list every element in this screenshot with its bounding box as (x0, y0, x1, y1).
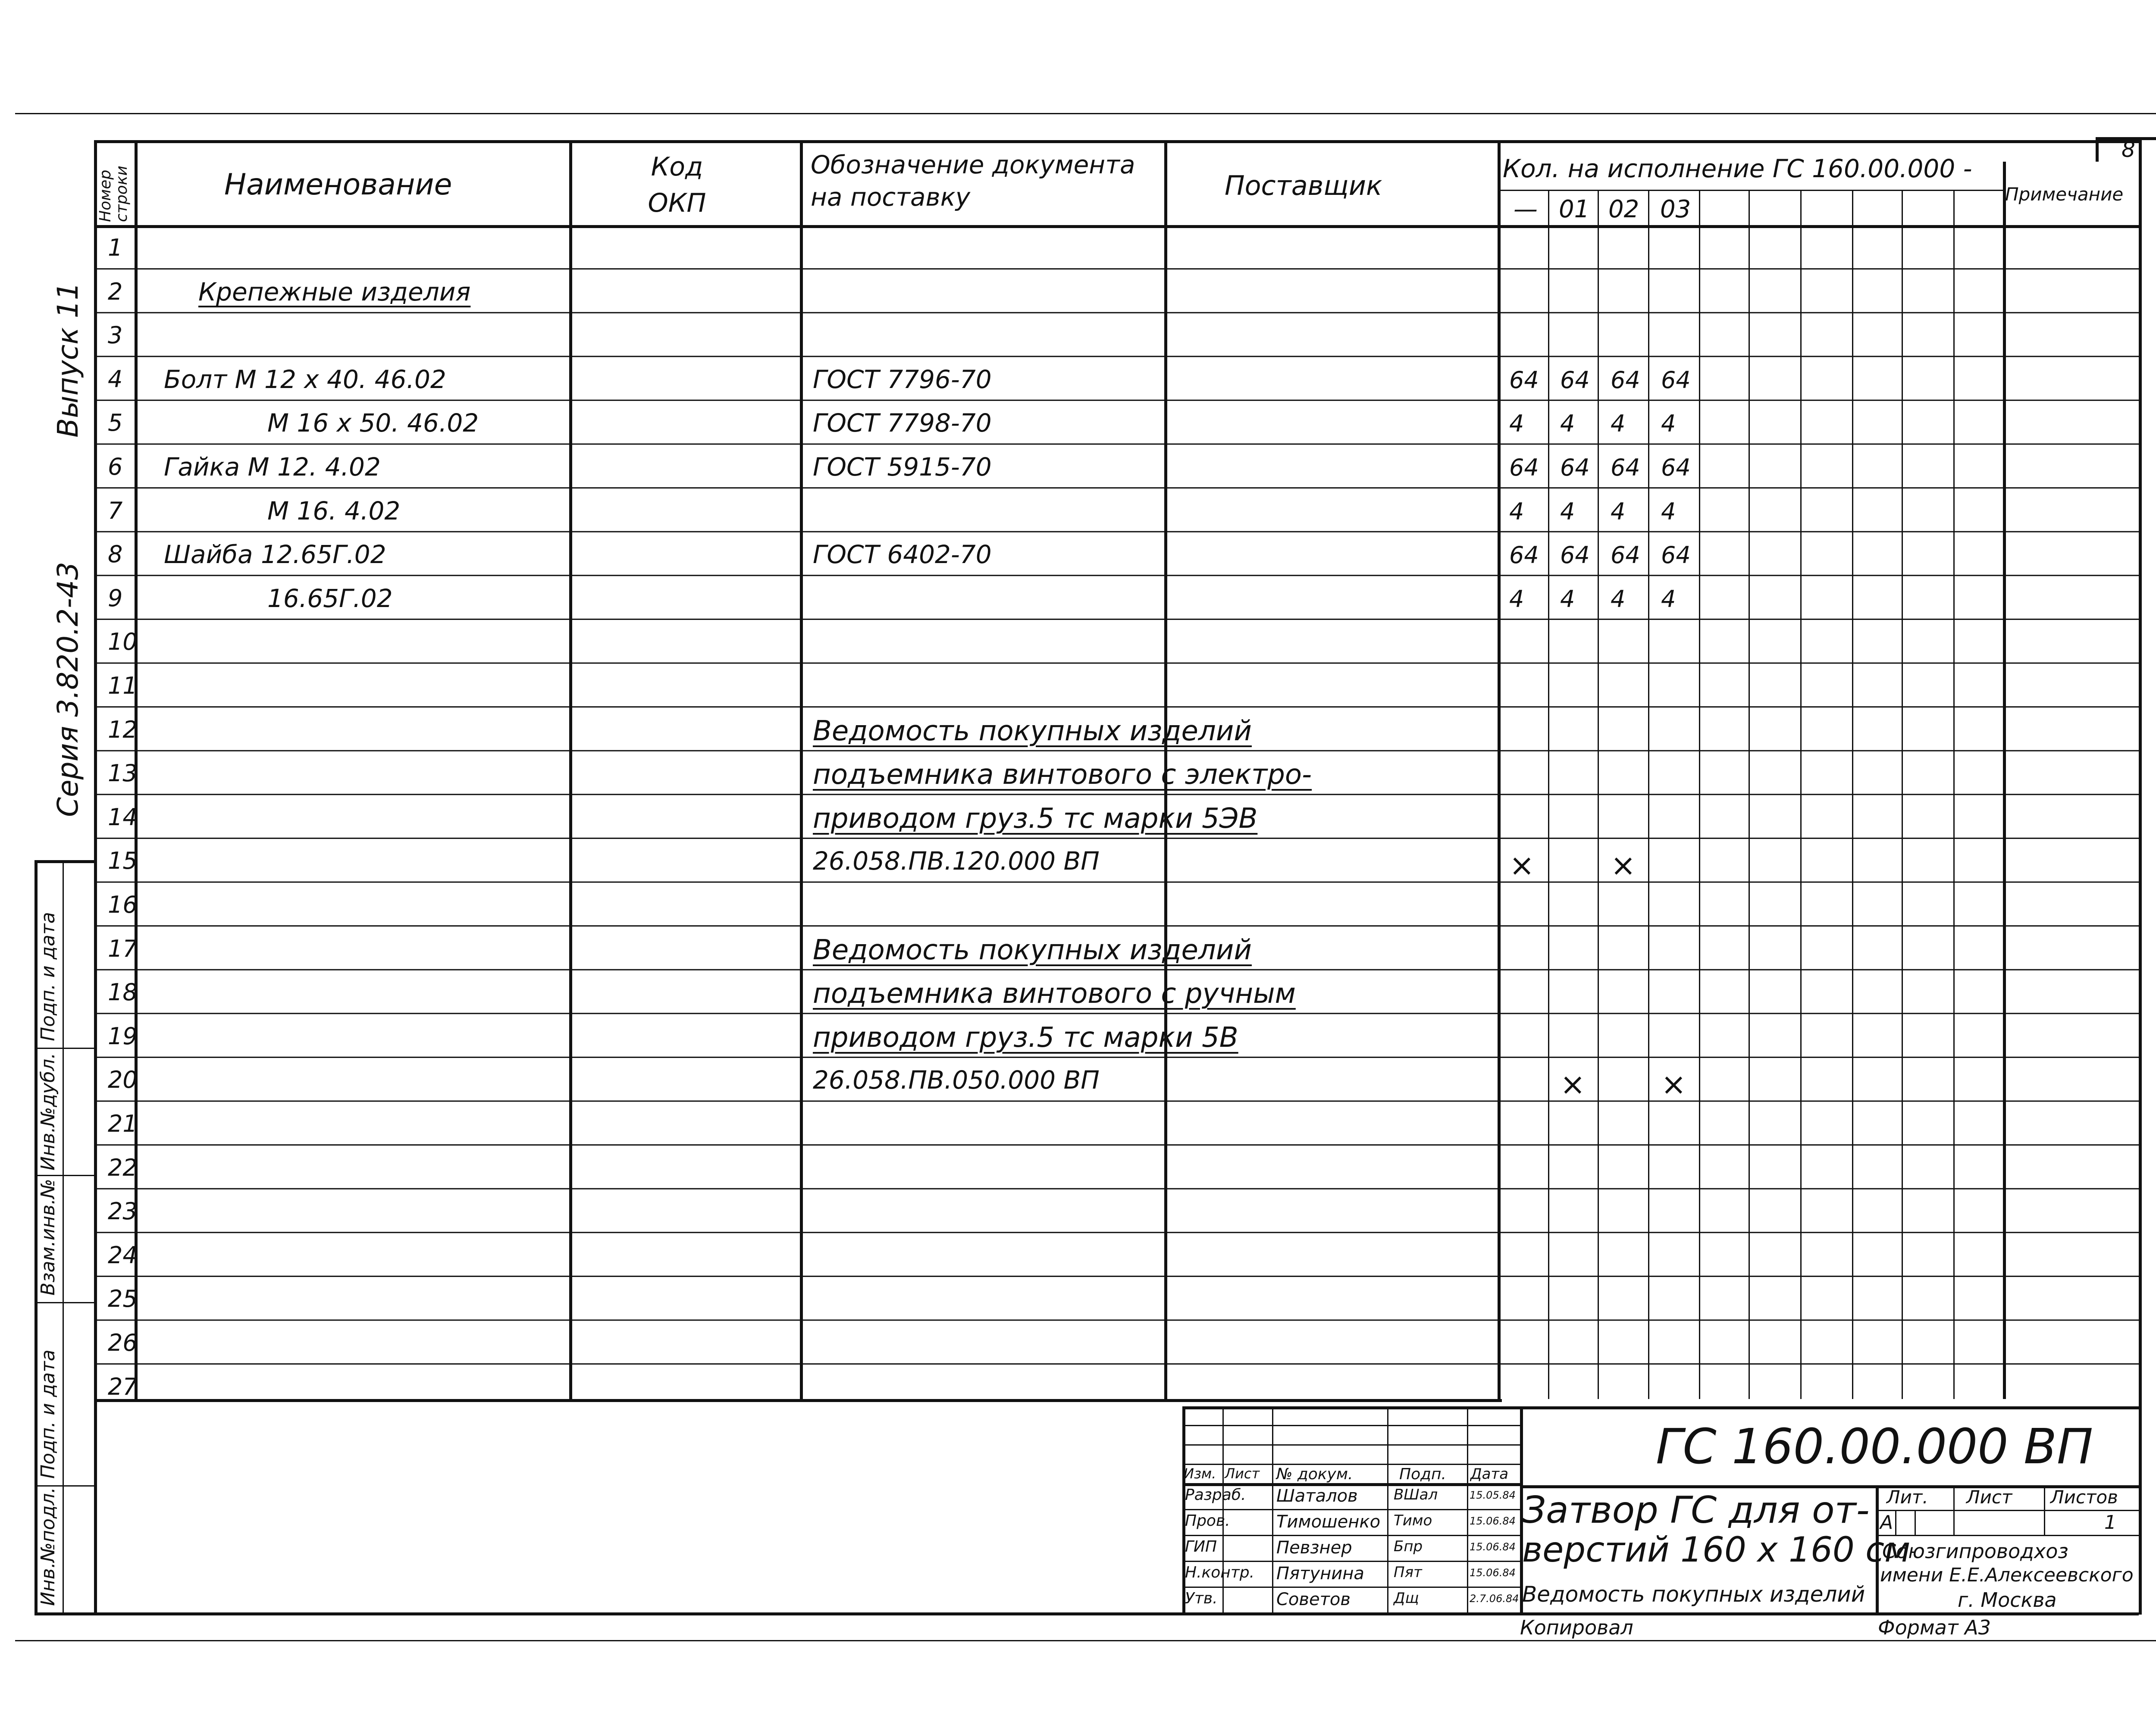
row-number: 6 (108, 453, 123, 480)
row-number: 25 (108, 1285, 138, 1313)
qty-value: 64 (1661, 541, 1691, 569)
item-name: Крепежные изделия (198, 277, 471, 307)
tb-role: Н.контр. (1185, 1564, 1255, 1581)
tb-col-head-sign: Подп. (1399, 1465, 1446, 1483)
row-number: 22 (108, 1154, 138, 1181)
tb-title-1: Затвор ГС для от- (1522, 1489, 1870, 1532)
header-row-number: Номер строки (97, 166, 131, 222)
doc-designation: Ведомость покупных изделий (813, 715, 1252, 747)
tb-title-2: верстий 160 х 160 см (1522, 1530, 1911, 1570)
tb-col-head-izm: Изм. (1184, 1465, 1216, 1482)
qty-value: 64 (1661, 454, 1691, 481)
tb-lit-v2 (1915, 1510, 1916, 1535)
qty-value: 64 (1661, 366, 1691, 394)
tb-title-3: Ведомость покупных изделий (1522, 1582, 1865, 1607)
row-number: 18 (108, 979, 138, 1006)
tb-date: 15.05.84 (1470, 1489, 1516, 1501)
qty-value: 4 (1661, 410, 1676, 438)
row-number: 1 (108, 234, 123, 261)
row-number: 23 (108, 1198, 138, 1225)
qty-value: 4 (1661, 498, 1676, 525)
tb-col-head-date: Дата (1470, 1465, 1509, 1483)
tb-date: 2.7.06.84 (1470, 1593, 1519, 1605)
qty-value: 4 (1611, 498, 1626, 525)
tb-signature: Тимо (1394, 1512, 1432, 1529)
qty-value: 4 (1509, 498, 1524, 525)
tb-org-1: Союзгипроводхоз (1882, 1540, 2068, 1563)
row-number: 19 (108, 1022, 138, 1050)
qty-value: 64 (1611, 366, 1640, 394)
tb-org-2: имени Е.Е.Алексеевского (1880, 1564, 2134, 1586)
tb-h4 (1182, 1483, 1520, 1486)
row-number: 9 (108, 584, 123, 612)
tb-person: Пятунина (1276, 1564, 1364, 1584)
qty-col-head-3: 03 (1660, 195, 1691, 223)
tb-lit-v3 (1953, 1485, 1955, 1535)
row-number: 17 (108, 935, 138, 962)
stamp-strip-top (34, 860, 94, 863)
qty-col-head-1: 01 (1559, 195, 1590, 223)
row-number: 3 (108, 322, 123, 349)
stamp-split-1 (34, 1048, 94, 1049)
item-name: Шайба 12.65Г.02 (164, 540, 386, 570)
header-supplier: Поставщик (1225, 170, 1382, 201)
tb-role: Разраб. (1185, 1486, 1246, 1504)
row-number: 11 (108, 672, 138, 699)
qty-value: 64 (1611, 454, 1640, 481)
tb-sheet-head: Лист (1966, 1487, 2012, 1508)
qty-value: 64 (1560, 541, 1590, 569)
tb-h5 (1182, 1509, 1520, 1510)
item-name: 16.65Г.02 (267, 583, 393, 613)
tb-col-head-doc: № докум. (1276, 1465, 1353, 1483)
doc-designation: ГОСТ 7798-70 (813, 408, 992, 438)
tb-h8 (1182, 1587, 1520, 1588)
tb-org-3: г. Москва (1958, 1588, 2057, 1612)
qty-col-head-0: — (1514, 195, 1538, 223)
qty-value: 4 (1560, 498, 1575, 525)
header-qty: Кол. на исполнение ГС 160.00.000 - (1503, 154, 1972, 183)
header-name: Наименование (224, 168, 452, 202)
qty-value: × (1611, 848, 1636, 883)
tb-role: ГИП (1185, 1538, 1217, 1556)
stamp-inv-dup: Инв.№дубл. (37, 1052, 59, 1171)
stamp-split-4 (34, 1485, 94, 1487)
qty-value: 64 (1560, 454, 1590, 481)
doc-designation: 26.058.ПВ.120.000 ВП (813, 846, 1100, 876)
row-number: 2 (108, 278, 123, 305)
row-number: 13 (108, 760, 138, 787)
stamp-strip-mid (63, 860, 64, 1612)
qty-value: × (1661, 1067, 1686, 1102)
stamp-inv-orig: Инв.№подл. (37, 1487, 59, 1606)
qty-value: 4 (1611, 410, 1626, 438)
doc-designation: приводом груз.5 тс марки 5В (813, 1021, 1238, 1054)
doc-designation: ГОСТ 5915-70 (813, 452, 992, 482)
qty-value: 64 (1509, 454, 1539, 481)
tb-role: Пров. (1185, 1512, 1230, 1530)
row-number: 26 (108, 1329, 138, 1356)
tb-signature: Бпр (1394, 1538, 1423, 1555)
qty-value: 64 (1509, 541, 1539, 569)
tb-h3 (1182, 1464, 1520, 1465)
row-number: 21 (108, 1110, 138, 1137)
tb-code-bottom (1520, 1485, 2139, 1488)
tb-h7 (1182, 1561, 1520, 1562)
tb-h2 (1182, 1444, 1520, 1446)
doc-designation: подъемника винтового с электро- (813, 759, 1312, 791)
qty-value: 64 (1509, 366, 1539, 394)
stamp-sign-date-2: Подп. и дата (37, 912, 59, 1041)
header-okp (625, 149, 729, 221)
item-name: Болт М 12 х 40. 46.02 (164, 364, 446, 394)
tb-h6 (1182, 1535, 1520, 1536)
tb-lit-head: Лит. (1887, 1487, 1928, 1508)
tb-person: Тимошенко (1276, 1512, 1381, 1532)
tb-date: 15.06.84 (1470, 1567, 1516, 1579)
row-number: 16 (108, 891, 138, 918)
qty-value: 4 (1509, 585, 1524, 613)
header-okp-text: Код ОКП (648, 152, 706, 218)
tb-col-head-list: Лист (1225, 1465, 1260, 1482)
qty-value: × (1560, 1067, 1586, 1102)
tb-sheets-value: 1 (2104, 1512, 2116, 1534)
row-number: 4 (108, 365, 123, 393)
row-number: 20 (108, 1066, 138, 1094)
tb-copied: Копировал (1520, 1616, 1633, 1639)
series-label: Серия 3.820.2-43 (51, 562, 85, 817)
tb-person: Шаталов (1276, 1486, 1358, 1506)
sheet-number: 8 (2122, 137, 2135, 162)
qty-value: 4 (1611, 585, 1626, 613)
row-number: 8 (108, 541, 123, 568)
header-note: Примечание (2005, 184, 2124, 205)
qty-value: 4 (1560, 585, 1575, 613)
qty-value: 4 (1661, 585, 1676, 613)
doc-designation: подъемника винтового с ручным (813, 978, 1296, 1010)
tb-sheets-head: Листов (2050, 1487, 2118, 1508)
stamp-split-2 (34, 1175, 94, 1176)
row-number: 5 (108, 409, 123, 437)
issue-label: Выпуск 11 (51, 282, 85, 438)
header-doc: Обозначение документа на поставку (811, 150, 1135, 212)
qty-value: 64 (1560, 366, 1590, 394)
tb-date: 15.06.84 (1470, 1541, 1516, 1553)
tb-lit-v4 (2044, 1485, 2045, 1535)
doc-designation: ГОСТ 6402-70 (813, 540, 992, 570)
row-number: 12 (108, 716, 138, 743)
tb-signature: ВШал (1394, 1486, 1438, 1503)
tb-lit-v1 (1895, 1510, 1896, 1535)
row-number: 24 (108, 1241, 138, 1269)
tb-signature: Дщ (1394, 1590, 1419, 1607)
qty-value: 64 (1611, 541, 1640, 569)
row-number: 27 (108, 1373, 138, 1400)
item-name: М 16. 4.02 (267, 496, 401, 526)
tb-top (1182, 1406, 2139, 1409)
stamp-sign-date-1: Подп. и дата (37, 1349, 59, 1479)
row-number: 7 (108, 497, 123, 524)
tb-person: Советов (1276, 1590, 1351, 1609)
doc-designation: приводом груз.5 тс марки 5ЭВ (813, 802, 1258, 835)
row-number: 10 (108, 628, 138, 656)
row-number: 15 (108, 847, 138, 875)
qty-col-head-2: 02 (1608, 195, 1639, 223)
tb-person: Певзнер (1276, 1538, 1352, 1558)
stamp-replace-inv: Взам.инв.№ (37, 1179, 59, 1296)
tb-role: Утв. (1185, 1590, 1218, 1607)
tb-h1 (1182, 1425, 1520, 1426)
qty-value: 4 (1509, 410, 1524, 438)
row-number: 14 (108, 803, 138, 831)
tb-lit-value: А (1880, 1512, 1893, 1534)
tb-format: Формат А3 (1878, 1616, 1991, 1639)
doc-designation: ГОСТ 7796-70 (813, 364, 992, 394)
tb-signature: Пят (1394, 1564, 1422, 1581)
tb-date: 15.06.84 (1470, 1515, 1516, 1527)
tb-lit-left (1876, 1485, 1879, 1612)
doc-designation: 26.058.ПВ.050.000 ВП (813, 1065, 1100, 1095)
qty-value: 4 (1560, 410, 1575, 438)
tb-code: ГС 160.00.000 ВП (1656, 1419, 2093, 1475)
tb-lit-h2 (1876, 1535, 2139, 1536)
item-name: М 16 х 50. 46.02 (267, 408, 479, 438)
doc-designation: Ведомость покупных изделий (813, 934, 1252, 966)
stamp-split-3 (34, 1302, 94, 1303)
qty-value: × (1509, 848, 1535, 883)
item-name: Гайка М 12. 4.02 (164, 452, 381, 482)
